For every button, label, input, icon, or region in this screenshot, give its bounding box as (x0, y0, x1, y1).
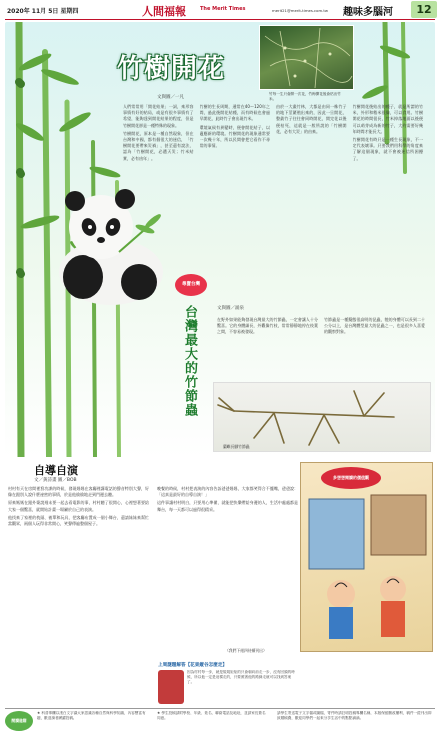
insect-badge (175, 274, 207, 296)
masthead (0, 0, 440, 20)
feature-panel (5, 22, 435, 457)
feature-title: 竹樹開花 (117, 54, 226, 84)
insect-author: 文與圖／涌泉 (217, 306, 244, 311)
footer-badge (5, 711, 33, 731)
insect-photo (213, 382, 431, 452)
quiz-text: 因為村村每一步，就是規規矩矩的只會朝向前走一步，沒有回頭的時候，所以他一定是這樣走的，只要照著他的路線走就可以找到答案了。 (187, 670, 295, 684)
masthead-section: 趣味多腦河 (343, 7, 393, 18)
insect-paragraph: 竹節蟲是一種擬態很高明的昆蟲，牠的身體可以長到二十公分以上，是台灣體型最大的昆蟲之一，也是很多人喜愛的觀察對象。 (324, 317, 425, 335)
footer (5, 708, 435, 734)
comic-illustration (300, 462, 433, 652)
insect-heading: 台灣最大的竹節蟲 (182, 305, 197, 417)
story-continue-note: （我們下週四待續刊出） (225, 648, 267, 653)
feature-paragraph: 人們常常用「開花結果」一詞，來形容事情有好的結局，或是有很多事情有了希望，能夠達到開花結果的程度，但是竹樹開花卻是一種特殊的現象。 (123, 104, 194, 128)
masthead-url: merit21@merit-times.com.tw (272, 8, 328, 13)
masthead-date: 2020年 11月 5日 星期四 (7, 8, 79, 15)
footer-middle: ★ 學生投稿請附學校、年級、姓名、聯絡電話及地址，並請家長簽名同意。 (157, 711, 266, 720)
story-paragraph: 原來媽媽在跟外婆說週末要一起去看電影的事，村村聽了很開心，心裡想著要給大家一個驚喜，就開始計畫一場屬於自己的表演。 (8, 500, 149, 512)
insect-paragraph: 在野外如果能夠發現台灣最大的竹節蟲，一定會讓人十分驚喜。它的身體細長，外觀像竹枝，常常靜靜地停在枝葉之間，不容易被發現。 (217, 317, 318, 335)
story-title: 自導自演 (34, 464, 78, 477)
quiz-panel (158, 662, 298, 707)
story-body (8, 486, 298, 656)
feature-paragraph: 竹樹開花，原本是一種自然現象，但在台灣和中國，都有個很大的迷信，「竹樹開花要帶來災禍」，甚至還有說法，認為「竹樹開花，必遭天災；竹米結實，必有凶年」。 (123, 130, 194, 161)
comic-badge (321, 467, 381, 489)
footer-badge-text: 閱讀進階 (11, 718, 27, 723)
insect-caption: 蘭嶼長腳竹節蟲 (223, 444, 250, 449)
insect-badge-text: 尋寶台灣 (182, 282, 200, 287)
story-paragraph: 他找來了家裡的枕頭、被單和玩具，把客廳布置成一個小舞台，還請妹妹來幫忙當觀眾，兩個人玩得非常開心，笑聲傳遍整個屋子。 (8, 514, 149, 527)
panda-illustration (41, 177, 171, 307)
footer-left: ★ 科普專欄以淺白文字讓大家認識各種自然與科學知識，內容豐富有趣，歡迎讀者踴躍投稿。 (37, 711, 146, 720)
masthead-rule (5, 19, 435, 20)
feature-paragraph: 環境氣候有異變時，便會開花結子，以適應新的環境。竹樹開花的現象通常要一次幾十年，所以民間會把它看作不尋常的事情。 (199, 124, 270, 149)
feature-paragraph: 竹樹開花後結出的種子，就是所謂的竹米，外形和稻米很像，可以食用。竹樹開花的時間很長，竹米掉落地面以後便可以萌芽成為新的竹子，大約需要好幾年時間才能長大。 (352, 104, 423, 134)
masthead-logo-en: The Merit Times (200, 6, 246, 12)
story-author: 文／黃詩畫 圖／BOB (34, 478, 77, 483)
feature-author: 文與圖／一凡 (157, 95, 184, 100)
quiz-icon (158, 670, 184, 704)
story-paragraph: 這件事讓村村明白，只要用心準備，就能把快樂帶給身邊的人，生活中處處都是舞台，每一天都可以過得很精采。 (157, 500, 298, 512)
page-number-box (411, 1, 437, 18)
insect-body (217, 317, 425, 377)
photo-caption: 竹每一生只會開一次花，竹梅開花後會枯出竹米。 (269, 92, 341, 101)
story-paragraph: 村村有天在房間裡寫功課的時候，發現媽媽在客廳裡講電話的聲音特別大聲，好像在跟別人說什麼祕密的事情，於是他偷偷地走到門邊去聽。 (8, 486, 149, 498)
feature-paragraph: 竹樹開花有時只是一種生長現象，不一定代表壞事。只要我們用科學的角度來了解這個現象，就不會被迷信所困擾了。 (352, 137, 423, 161)
page-number: 12 (416, 3, 432, 16)
feature-paragraph: 由於一大叢竹林，大都是由同一株竹子的地下莖繁殖出來的，因此一旦開花，整叢竹子往往會同時開花，開完花以後便枯死，這就是一般所說的「竹樹開花，必有大災」的由來。 (276, 104, 347, 134)
quiz-heading: 上周謎題解答【花東縱谷怎麼走】 (158, 663, 227, 668)
footer-right: 請學生寄送電子文字檔或圖檔，寄件時請註明投稿專欄名稱，本版保留刪改權利，稿件一經刊出即致贈稿費，歡迎同學們一起來分享生活中的點點滴滴。 (277, 711, 432, 720)
bamboo-flower-photo (259, 25, 354, 90)
masthead-logo: 人間福報 (142, 5, 186, 18)
comic-badge-text: 多想想閱讀的價值觀 (333, 475, 369, 480)
feature-paragraph: 竹樹的生長周期，通常在40～120年之間，過此後開花結種，而有時候也會過早開花，此時竹子會出現竹米。 (199, 104, 270, 122)
story-paragraph: 晚餐的時候，村村把表演的內容告訴爸爸媽媽，大家都笑得合不攏嘴，爸爸說：「這真是最好的自導自演！」 (157, 486, 298, 498)
